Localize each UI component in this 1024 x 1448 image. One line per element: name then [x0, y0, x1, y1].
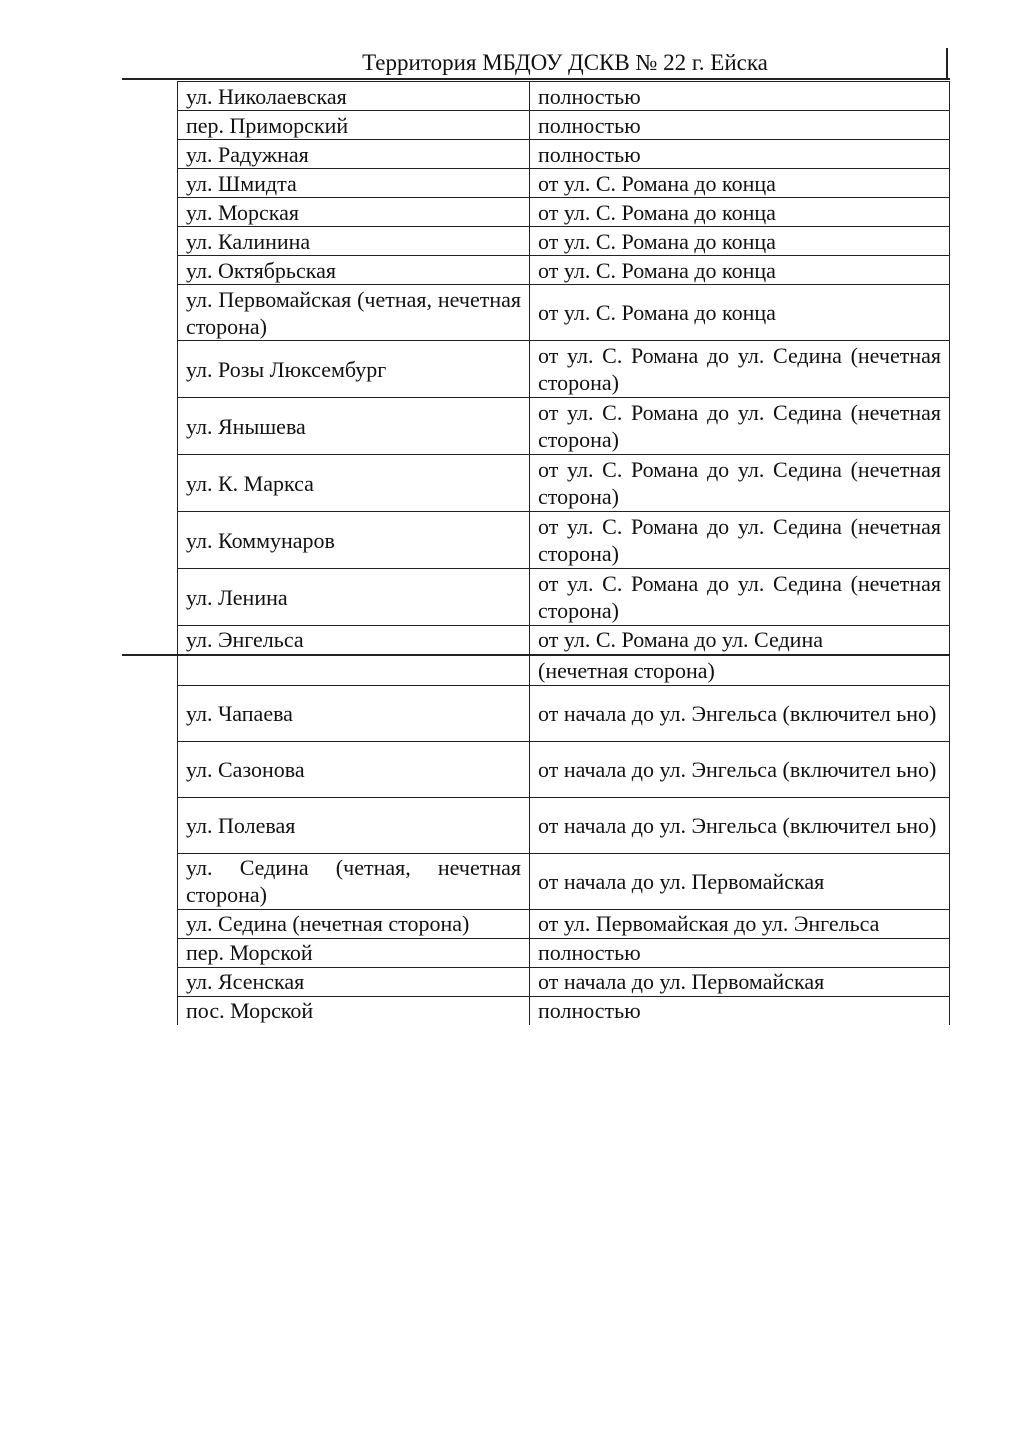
- street-cell: ул. Октябрьская: [178, 256, 530, 285]
- table-row: [178, 656, 950, 685]
- street-cell: ул. Калинина: [178, 227, 530, 256]
- street-cell: ул. Седина (четная, нечетная сторона): [178, 853, 530, 909]
- street-cell: [178, 656, 530, 685]
- range-cell: от ул. С. Романа до ул. Седина (нечетная сторона): [530, 398, 950, 455]
- table-row: [178, 169, 950, 198]
- street-cell: ул. Седина (нечетная сторона): [178, 909, 530, 938]
- range-cell: от ул. Первомайская до ул. Энгельса: [530, 909, 950, 938]
- range-cell: от ул. С. Романа до конца: [530, 198, 950, 227]
- territory-table-part2: [177, 656, 950, 1025]
- document-title: Территория МБДОУ ДСКВ № 22 г. Ейска: [362, 50, 768, 75]
- street-cell: ул. Чапаева: [178, 685, 530, 741]
- table-row: [178, 285, 950, 341]
- street-cell: ул. Янышева: [178, 398, 530, 455]
- street-cell: ул. Радужная: [178, 140, 530, 169]
- street-cell: ул. Розы Люксембург: [178, 341, 530, 398]
- table-row: [178, 853, 950, 909]
- range-cell: полностью: [530, 82, 950, 111]
- street-cell: ул. Ленина: [178, 569, 530, 626]
- range-cell: от начала до ул. Первомайская: [530, 853, 950, 909]
- table-row: [178, 227, 950, 256]
- range-cell: от ул. С. Романа до ул. Седина (нечетная сторона): [530, 569, 950, 626]
- street-cell: пос. Морской: [178, 996, 530, 1025]
- table-row: [178, 82, 950, 111]
- street-cell: ул. Коммунаров: [178, 512, 530, 569]
- range-cell: от начала до ул. Энгельса (включител ьно): [530, 685, 950, 741]
- table-row: [178, 909, 950, 938]
- table-row: [178, 685, 950, 741]
- range-cell: от ул. С. Романа до ул. Седина: [530, 626, 950, 654]
- street-cell: ул. Николаевская: [178, 82, 530, 111]
- street-cell: пер. Морской: [178, 938, 530, 967]
- table-row: [178, 741, 950, 797]
- table-row: [178, 455, 950, 512]
- range-cell: от ул. С. Романа до конца: [530, 285, 950, 341]
- range-cell: полностью: [530, 938, 950, 967]
- street-cell: ул. Ясенская: [178, 967, 530, 996]
- territory-table-part1: [177, 81, 950, 654]
- street-cell: ул. Энгельса: [178, 626, 530, 654]
- table-row: [178, 398, 950, 455]
- range-cell: от ул. С. Романа до ул. Седина (нечетная сторона): [530, 455, 950, 512]
- range-cell: от начала до ул. Энгельса (включител ьно): [530, 797, 950, 853]
- range-cell: полностью: [530, 140, 950, 169]
- table-row: [178, 967, 950, 996]
- range-cell: от ул. С. Романа до ул. Седина (нечетная сторона): [530, 512, 950, 569]
- table-row: [178, 797, 950, 853]
- table-row: [178, 198, 950, 227]
- table-row: [178, 938, 950, 967]
- range-cell: полностью: [530, 996, 950, 1025]
- range-cell: от ул. С. Романа до конца: [530, 169, 950, 198]
- table-row: [178, 569, 950, 626]
- table-row: [178, 996, 950, 1025]
- table-row: [178, 341, 950, 398]
- table-row: [178, 111, 950, 140]
- table-row: [178, 626, 950, 654]
- range-cell: от ул. С. Романа до конца: [530, 227, 950, 256]
- range-cell: полностью: [530, 111, 950, 140]
- street-cell: пер. Приморский: [178, 111, 530, 140]
- range-cell: от начала до ул. Первомайская: [530, 967, 950, 996]
- range-cell: от ул. С. Романа до конца: [530, 256, 950, 285]
- range-cell: (нечетная сторона): [530, 656, 950, 685]
- table-row: [178, 256, 950, 285]
- street-cell: ул. К. Маркса: [178, 455, 530, 512]
- table-row: [178, 512, 950, 569]
- street-cell: ул. Морская: [178, 198, 530, 227]
- street-cell: ул. Первомайская (четная, нечетная сторона): [178, 285, 530, 341]
- street-cell: ул. Шмидта: [178, 169, 530, 198]
- street-cell: ул. Полевая: [178, 797, 530, 853]
- range-cell: от начала до ул. Энгельса (включител ьно): [530, 741, 950, 797]
- street-cell: ул. Сазонова: [178, 741, 530, 797]
- table-row: [178, 140, 950, 169]
- range-cell: от ул. С. Романа до ул. Седина (нечетная сторона): [530, 341, 950, 398]
